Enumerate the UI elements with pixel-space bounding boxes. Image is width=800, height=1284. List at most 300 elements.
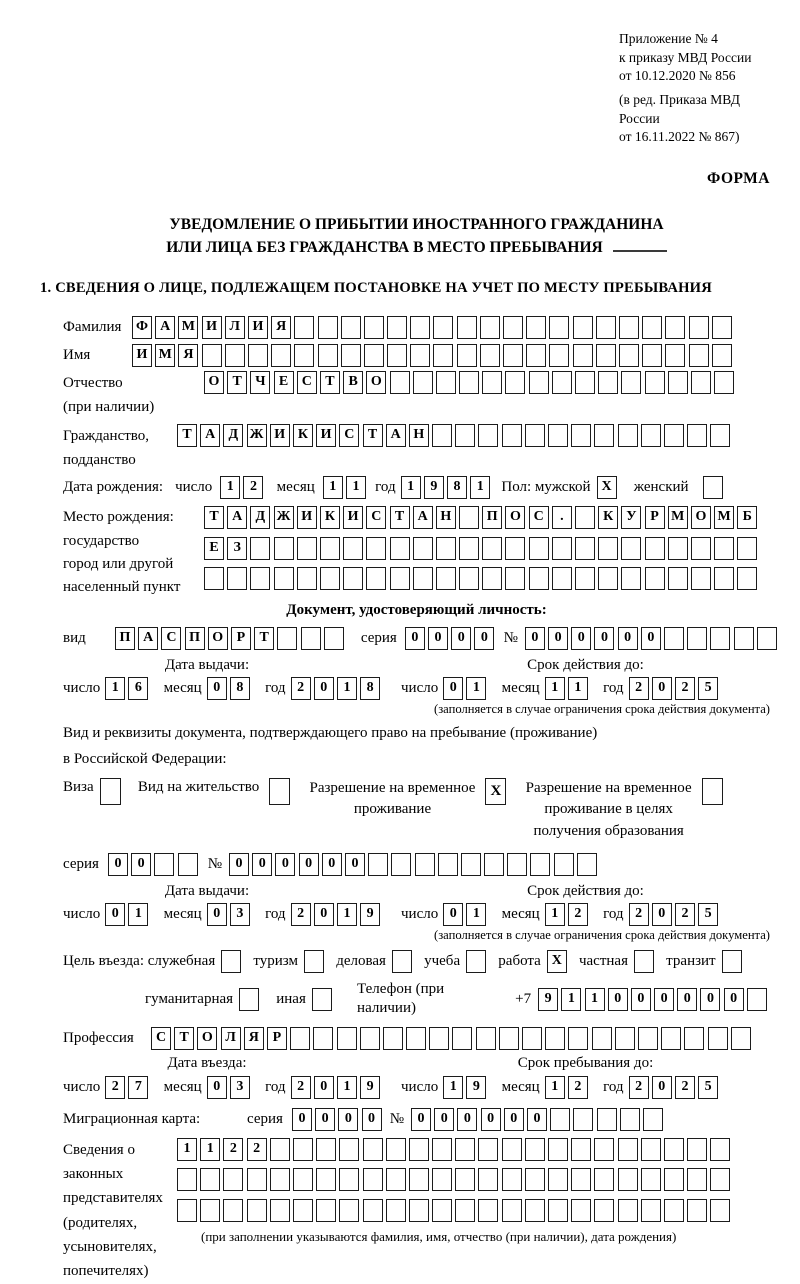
char-box[interactable] <box>592 1027 612 1050</box>
char-box[interactable]: А <box>386 424 406 447</box>
char-box[interactable] <box>478 424 498 447</box>
char-box[interactable] <box>455 1168 475 1191</box>
char-box[interactable] <box>250 537 270 560</box>
char-box[interactable] <box>712 344 732 367</box>
char-box[interactable] <box>641 1138 661 1161</box>
char-box[interactable] <box>722 950 742 973</box>
char-box[interactable] <box>247 1168 267 1191</box>
char-box[interactable]: Л <box>225 316 245 339</box>
char-box[interactable]: 5 <box>698 677 718 700</box>
char-box[interactable] <box>664 627 684 650</box>
char-box[interactable]: 2 <box>675 1076 695 1099</box>
char-box[interactable] <box>100 778 121 805</box>
char-box[interactable] <box>480 344 500 367</box>
sex-female-checkbox[interactable] <box>703 476 726 499</box>
representatives-line3-input[interactable] <box>177 1199 734 1222</box>
char-box[interactable] <box>638 1027 658 1050</box>
char-box[interactable] <box>343 567 363 590</box>
char-box[interactable]: 2 <box>291 903 311 926</box>
char-box[interactable] <box>691 567 711 590</box>
char-box[interactable]: Т <box>177 424 197 447</box>
id-expiry-month-input[interactable] <box>545 677 591 700</box>
char-box[interactable]: О <box>208 627 228 650</box>
char-box[interactable] <box>571 1199 591 1222</box>
char-box[interactable]: М <box>155 344 175 367</box>
surname-input[interactable] <box>132 316 735 339</box>
char-box[interactable] <box>432 424 452 447</box>
char-box[interactable] <box>664 1168 684 1191</box>
char-box[interactable]: Т <box>390 506 410 529</box>
char-box[interactable] <box>668 537 688 560</box>
char-box[interactable] <box>530 853 550 876</box>
char-box[interactable] <box>645 371 665 394</box>
char-box[interactable] <box>505 537 525 560</box>
char-box[interactable]: 1 <box>568 677 588 700</box>
char-box[interactable] <box>731 1027 751 1050</box>
char-box[interactable] <box>665 316 685 339</box>
char-box[interactable] <box>363 1168 383 1191</box>
char-box[interactable] <box>619 316 639 339</box>
char-box[interactable]: И <box>132 344 152 367</box>
char-box[interactable] <box>689 344 709 367</box>
char-box[interactable]: 0 <box>299 853 319 876</box>
char-box[interactable]: П <box>185 627 205 650</box>
char-box[interactable] <box>596 344 616 367</box>
res-expiry-year-input[interactable] <box>629 903 722 926</box>
char-box[interactable]: 0 <box>641 627 661 650</box>
char-box[interactable]: 0 <box>292 1108 312 1131</box>
purpose-study-checkbox[interactable] <box>466 950 489 973</box>
char-box[interactable]: 2 <box>568 1076 588 1099</box>
char-box[interactable]: Д <box>223 424 243 447</box>
visa-checkbox[interactable] <box>100 778 124 805</box>
purpose-transit-checkbox[interactable] <box>722 950 745 973</box>
char-box[interactable] <box>619 344 639 367</box>
birth-month-input[interactable] <box>323 476 369 499</box>
representatives-line2-input[interactable] <box>177 1168 734 1191</box>
char-box[interactable]: Р <box>645 506 665 529</box>
char-box[interactable]: 1 <box>401 476 421 499</box>
char-box[interactable] <box>392 950 412 973</box>
char-box[interactable] <box>502 1199 522 1222</box>
char-box[interactable] <box>223 1199 243 1222</box>
char-box[interactable] <box>459 537 479 560</box>
char-box[interactable] <box>290 1027 310 1050</box>
char-box[interactable]: Т <box>204 506 224 529</box>
char-box[interactable] <box>529 537 549 560</box>
char-box[interactable] <box>304 950 324 973</box>
char-box[interactable]: 1 <box>466 903 486 926</box>
char-box[interactable]: 1 <box>545 677 565 700</box>
char-box[interactable] <box>575 506 595 529</box>
char-box[interactable] <box>505 371 525 394</box>
char-box[interactable] <box>568 1027 588 1050</box>
representatives-line1-input[interactable] <box>177 1138 734 1161</box>
char-box[interactable]: И <box>202 316 222 339</box>
char-box[interactable] <box>455 1138 475 1161</box>
char-box[interactable] <box>710 1168 730 1191</box>
char-box[interactable] <box>452 1027 472 1050</box>
char-box[interactable] <box>598 371 618 394</box>
char-box[interactable] <box>525 424 545 447</box>
char-box[interactable] <box>621 537 641 560</box>
char-box[interactable] <box>502 1138 522 1161</box>
char-box[interactable] <box>548 1138 568 1161</box>
char-box[interactable]: 0 <box>207 1076 227 1099</box>
char-box[interactable] <box>618 1199 638 1222</box>
char-box[interactable] <box>571 1168 591 1191</box>
char-box[interactable]: 0 <box>481 1108 501 1131</box>
char-box[interactable] <box>406 1027 426 1050</box>
char-box[interactable] <box>204 567 224 590</box>
char-box[interactable]: А <box>155 316 175 339</box>
char-box[interactable]: 1 <box>545 1076 565 1099</box>
char-box[interactable]: 1 <box>220 476 240 499</box>
char-box[interactable]: 1 <box>466 677 486 700</box>
citizenship-input[interactable] <box>177 424 734 447</box>
char-box[interactable] <box>618 424 638 447</box>
char-box[interactable] <box>178 853 198 876</box>
char-box[interactable] <box>747 988 767 1011</box>
char-box[interactable] <box>269 778 290 805</box>
residence-number-input[interactable] <box>229 853 600 876</box>
char-box[interactable]: 2 <box>629 1076 649 1099</box>
purpose-private-checkbox[interactable] <box>634 950 657 973</box>
char-box[interactable] <box>457 316 477 339</box>
char-box[interactable]: 1 <box>346 476 366 499</box>
char-box[interactable]: У <box>621 506 641 529</box>
char-box[interactable]: С <box>151 1027 171 1050</box>
char-box[interactable]: Б <box>737 506 757 529</box>
id-expiry-day-input[interactable] <box>443 677 489 700</box>
char-box[interactable]: Ж <box>274 506 294 529</box>
char-box[interactable]: 0 <box>338 1108 358 1131</box>
char-box[interactable] <box>466 950 486 973</box>
birthplace-line3-input[interactable] <box>204 567 761 590</box>
char-box[interactable]: Т <box>174 1027 194 1050</box>
char-box[interactable]: 2 <box>568 903 588 926</box>
char-box[interactable]: С <box>339 424 359 447</box>
char-box[interactable] <box>573 344 593 367</box>
doc-number-input[interactable] <box>525 627 780 650</box>
char-box[interactable] <box>525 1168 545 1191</box>
char-box[interactable]: 1 <box>443 1076 463 1099</box>
char-box[interactable] <box>316 1138 336 1161</box>
char-box[interactable]: С <box>297 371 317 394</box>
char-box[interactable] <box>270 1199 290 1222</box>
char-box[interactable]: А <box>138 627 158 650</box>
char-box[interactable] <box>318 316 338 339</box>
char-box[interactable] <box>293 1168 313 1191</box>
char-box[interactable] <box>668 371 688 394</box>
char-box[interactable] <box>478 1138 498 1161</box>
char-box[interactable]: 0 <box>322 853 342 876</box>
char-box[interactable]: П <box>115 627 135 650</box>
res-expiry-day-input[interactable] <box>443 903 489 926</box>
char-box[interactable] <box>250 567 270 590</box>
char-box[interactable]: Т <box>363 424 383 447</box>
char-box[interactable]: 1 <box>323 476 343 499</box>
migration-card-number-input[interactable] <box>411 1108 666 1131</box>
char-box[interactable] <box>410 316 430 339</box>
char-box[interactable] <box>594 1199 614 1222</box>
stay-day-input[interactable] <box>443 1076 489 1099</box>
char-box[interactable] <box>634 950 654 973</box>
char-box[interactable]: X <box>547 950 567 973</box>
char-box[interactable]: А <box>200 424 220 447</box>
char-box[interactable]: 0 <box>525 627 545 650</box>
char-box[interactable]: И <box>248 316 268 339</box>
char-box[interactable] <box>339 1199 359 1222</box>
char-box[interactable] <box>571 1138 591 1161</box>
char-box[interactable] <box>573 316 593 339</box>
char-box[interactable] <box>552 567 572 590</box>
char-box[interactable] <box>366 567 386 590</box>
char-box[interactable] <box>383 1027 403 1050</box>
char-box[interactable]: 7 <box>128 1076 148 1099</box>
char-box[interactable] <box>575 371 595 394</box>
char-box[interactable] <box>710 1199 730 1222</box>
char-box[interactable] <box>200 1168 220 1191</box>
char-box[interactable]: 2 <box>675 677 695 700</box>
char-box[interactable] <box>710 1138 730 1161</box>
char-box[interactable] <box>703 476 723 499</box>
char-box[interactable] <box>505 567 525 590</box>
char-box[interactable] <box>525 1138 545 1161</box>
char-box[interactable] <box>552 371 572 394</box>
char-box[interactable]: X <box>597 476 617 499</box>
char-box[interactable] <box>223 1168 243 1191</box>
char-box[interactable] <box>529 567 549 590</box>
char-box[interactable] <box>664 424 684 447</box>
char-box[interactable] <box>641 1168 661 1191</box>
char-box[interactable] <box>478 1168 498 1191</box>
char-box[interactable] <box>502 1168 522 1191</box>
char-box[interactable]: 0 <box>504 1108 524 1131</box>
char-box[interactable] <box>526 316 546 339</box>
char-box[interactable]: 2 <box>223 1138 243 1161</box>
char-box[interactable] <box>499 1027 519 1050</box>
char-box[interactable]: 8 <box>360 677 380 700</box>
char-box[interactable] <box>714 537 734 560</box>
char-box[interactable] <box>339 1138 359 1161</box>
char-box[interactable] <box>482 537 502 560</box>
char-box[interactable]: 2 <box>105 1076 125 1099</box>
char-box[interactable] <box>409 1168 429 1191</box>
char-box[interactable] <box>360 1027 380 1050</box>
char-box[interactable] <box>271 344 291 367</box>
id-issue-month-input[interactable] <box>207 677 253 700</box>
char-box[interactable] <box>413 567 433 590</box>
char-box[interactable] <box>665 344 685 367</box>
char-box[interactable] <box>708 1027 728 1050</box>
char-box[interactable]: 0 <box>443 903 463 926</box>
char-box[interactable] <box>154 853 174 876</box>
char-box[interactable]: 0 <box>527 1108 547 1131</box>
char-box[interactable] <box>337 1027 357 1050</box>
birthplace-line2-input[interactable] <box>204 537 761 560</box>
char-box[interactable] <box>432 1168 452 1191</box>
char-box[interactable] <box>575 567 595 590</box>
char-box[interactable] <box>661 1027 681 1050</box>
char-box[interactable]: О <box>197 1027 217 1050</box>
char-box[interactable] <box>320 537 340 560</box>
char-box[interactable]: 0 <box>252 853 272 876</box>
purpose-business-checkbox[interactable] <box>392 950 415 973</box>
char-box[interactable]: 1 <box>337 677 357 700</box>
profession-input[interactable] <box>151 1027 754 1050</box>
char-box[interactable]: 0 <box>608 988 628 1011</box>
char-box[interactable]: П <box>482 506 502 529</box>
char-box[interactable] <box>363 1199 383 1222</box>
char-box[interactable]: 0 <box>229 853 249 876</box>
char-box[interactable]: 0 <box>314 903 334 926</box>
char-box[interactable] <box>312 988 332 1011</box>
birthplace-line1-input[interactable] <box>204 506 761 529</box>
char-box[interactable]: М <box>668 506 688 529</box>
char-box[interactable]: К <box>293 424 313 447</box>
char-box[interactable] <box>341 344 361 367</box>
char-box[interactable]: О <box>204 371 224 394</box>
char-box[interactable] <box>200 1199 220 1222</box>
char-box[interactable]: 0 <box>108 853 128 876</box>
char-box[interactable] <box>391 853 411 876</box>
char-box[interactable] <box>386 1138 406 1161</box>
temp-residence-edu-checkbox[interactable] <box>702 778 726 805</box>
char-box[interactable] <box>293 1138 313 1161</box>
char-box[interactable] <box>177 1199 197 1222</box>
char-box[interactable] <box>645 567 665 590</box>
char-box[interactable]: . <box>552 506 572 529</box>
char-box[interactable] <box>621 371 641 394</box>
entry-year-input[interactable] <box>291 1076 384 1099</box>
char-box[interactable] <box>525 1199 545 1222</box>
char-box[interactable] <box>645 537 665 560</box>
char-box[interactable]: Я <box>244 1027 264 1050</box>
char-box[interactable] <box>413 537 433 560</box>
doc-type-input[interactable] <box>115 627 347 650</box>
char-box[interactable] <box>433 344 453 367</box>
char-box[interactable]: 0 <box>654 988 674 1011</box>
char-box[interactable]: К <box>320 506 340 529</box>
char-box[interactable] <box>459 506 479 529</box>
char-box[interactable] <box>641 424 661 447</box>
char-box[interactable] <box>620 1108 640 1131</box>
char-box[interactable] <box>221 950 241 973</box>
char-box[interactable] <box>459 567 479 590</box>
char-box[interactable] <box>274 567 294 590</box>
char-box[interactable] <box>459 371 479 394</box>
char-box[interactable]: Т <box>320 371 340 394</box>
char-box[interactable]: 0 <box>428 627 448 650</box>
char-box[interactable] <box>552 537 572 560</box>
char-box[interactable]: С <box>366 506 386 529</box>
char-box[interactable]: 1 <box>177 1138 197 1161</box>
char-box[interactable] <box>573 1108 593 1131</box>
char-box[interactable]: 0 <box>652 677 672 700</box>
char-box[interactable] <box>390 537 410 560</box>
char-box[interactable] <box>714 371 734 394</box>
char-box[interactable]: Е <box>204 537 224 560</box>
char-box[interactable] <box>409 1138 429 1161</box>
char-box[interactable]: О <box>366 371 386 394</box>
char-box[interactable]: Ж <box>247 424 267 447</box>
char-box[interactable]: Ч <box>250 371 270 394</box>
char-box[interactable] <box>526 344 546 367</box>
char-box[interactable]: Р <box>267 1027 287 1050</box>
char-box[interactable]: О <box>691 506 711 529</box>
char-box[interactable]: 0 <box>571 627 591 650</box>
char-box[interactable] <box>313 1027 333 1050</box>
char-box[interactable]: К <box>598 506 618 529</box>
entry-month-input[interactable] <box>207 1076 253 1099</box>
purpose-tourism-checkbox[interactable] <box>304 950 327 973</box>
char-box[interactable] <box>594 1138 614 1161</box>
char-box[interactable]: О <box>505 506 525 529</box>
char-box[interactable] <box>757 627 777 650</box>
char-box[interactable] <box>432 1199 452 1222</box>
char-box[interactable]: Т <box>254 627 274 650</box>
char-box[interactable]: Я <box>178 344 198 367</box>
char-box[interactable] <box>714 567 734 590</box>
char-box[interactable]: М <box>714 506 734 529</box>
patronymic-input[interactable] <box>204 371 737 394</box>
char-box[interactable]: 9 <box>360 1076 380 1099</box>
char-box[interactable]: 0 <box>631 988 651 1011</box>
char-box[interactable] <box>691 537 711 560</box>
char-box[interactable]: 8 <box>230 677 250 700</box>
char-box[interactable] <box>270 1138 290 1161</box>
char-box[interactable] <box>248 344 268 367</box>
char-box[interactable]: 0 <box>677 988 697 1011</box>
purpose-humanitarian-checkbox[interactable] <box>239 988 262 1011</box>
char-box[interactable] <box>339 1168 359 1191</box>
char-box[interactable]: 0 <box>434 1108 454 1131</box>
res-issue-day-input[interactable] <box>105 903 151 926</box>
purpose-official-checkbox[interactable] <box>221 950 244 973</box>
char-box[interactable] <box>554 853 574 876</box>
char-box[interactable]: 0 <box>652 1076 672 1099</box>
char-box[interactable]: З <box>227 537 247 560</box>
char-box[interactable]: 0 <box>548 627 568 650</box>
char-box[interactable] <box>480 316 500 339</box>
char-box[interactable] <box>702 778 723 805</box>
char-box[interactable]: 5 <box>698 1076 718 1099</box>
char-box[interactable] <box>436 371 456 394</box>
char-box[interactable] <box>577 853 597 876</box>
char-box[interactable]: 0 <box>652 903 672 926</box>
given-name-input[interactable] <box>132 344 735 367</box>
char-box[interactable]: 0 <box>362 1108 382 1131</box>
char-box[interactable] <box>687 1199 707 1222</box>
char-box[interactable]: 3 <box>230 903 250 926</box>
char-box[interactable] <box>687 627 707 650</box>
char-box[interactable] <box>575 537 595 560</box>
char-box[interactable]: 1 <box>200 1138 220 1161</box>
char-box[interactable] <box>415 853 435 876</box>
char-box[interactable] <box>461 853 481 876</box>
res-issue-year-input[interactable] <box>291 903 384 926</box>
char-box[interactable]: С <box>161 627 181 650</box>
char-box[interactable] <box>387 344 407 367</box>
char-box[interactable]: 0 <box>474 627 494 650</box>
char-box[interactable] <box>429 1027 449 1050</box>
char-box[interactable] <box>643 1108 663 1131</box>
char-box[interactable] <box>710 424 730 447</box>
char-box[interactable]: 9 <box>360 903 380 926</box>
char-box[interactable]: Ф <box>132 316 152 339</box>
char-box[interactable]: 0 <box>105 903 125 926</box>
